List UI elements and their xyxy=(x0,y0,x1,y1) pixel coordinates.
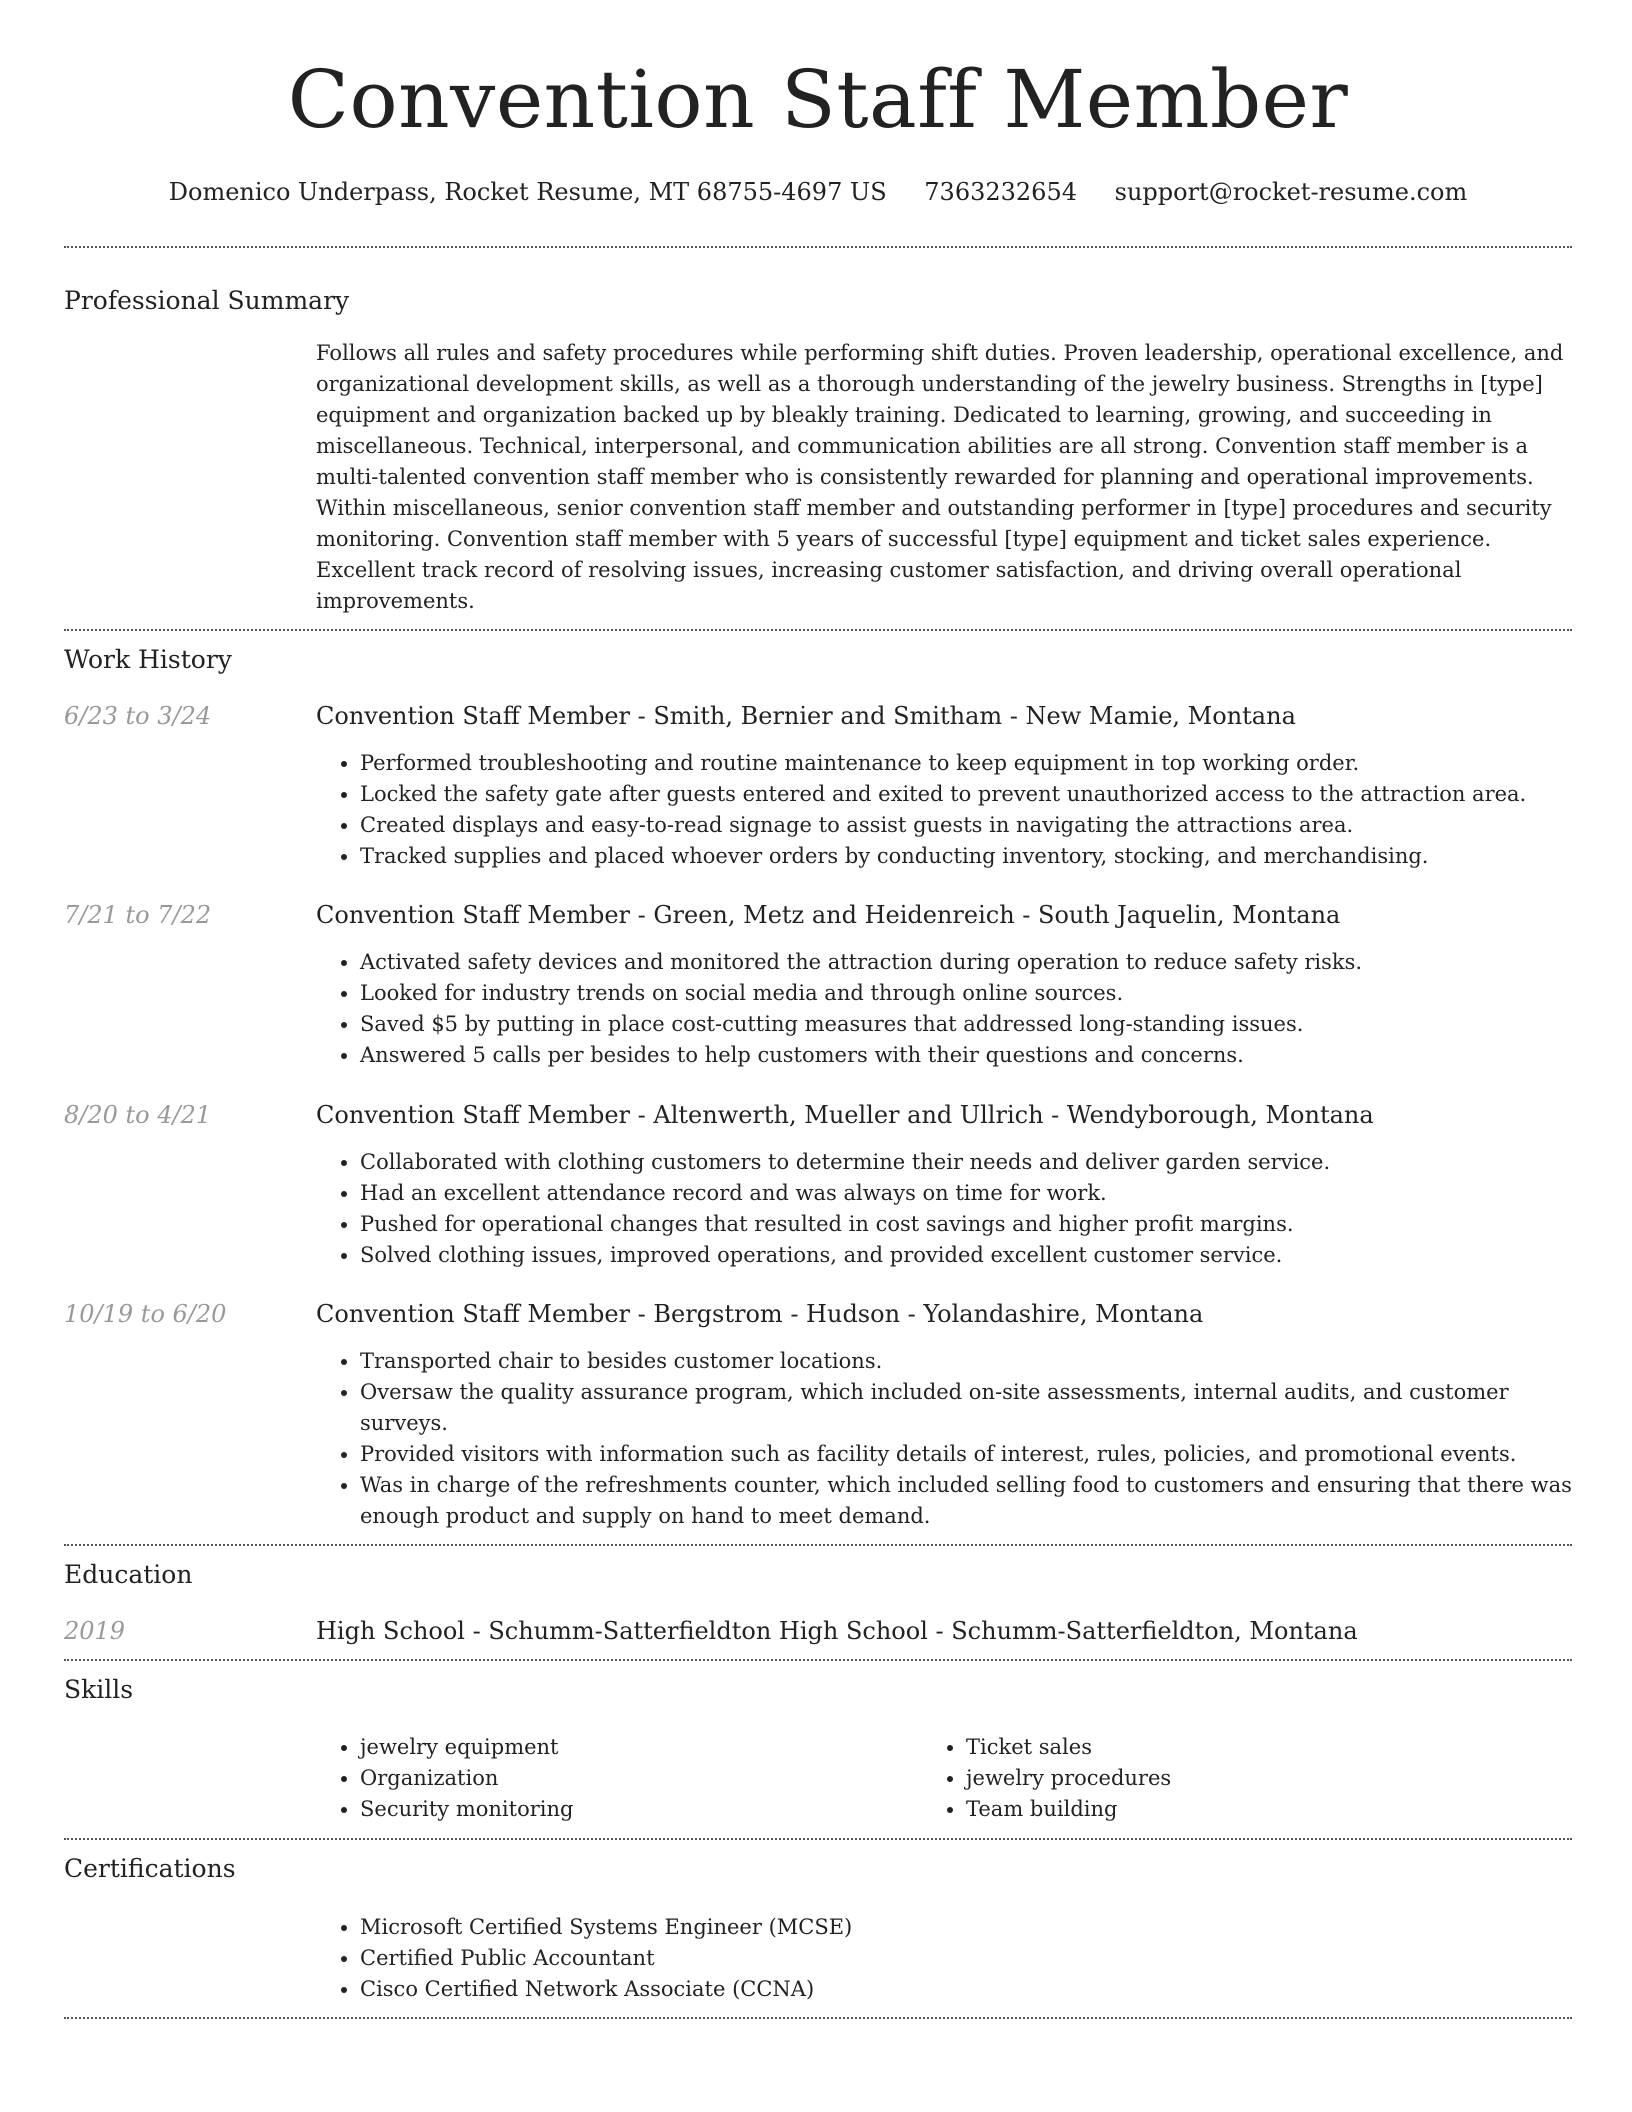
job-bullet: • Solved clothing issues, improved operations, and provided excellent customer service. xyxy=(360,1240,1572,1271)
job-heading xyxy=(316,1099,1572,1131)
work-history-heading: Work History xyxy=(64,645,232,674)
job-bullet: • Transported chair to besides customer locations. xyxy=(360,1346,1572,1377)
skill-item: • jewelry equipment xyxy=(360,1732,966,1763)
resume-name: Convention Staff Member xyxy=(287,53,1349,146)
contact-phone: 7363232654 xyxy=(924,178,1077,206)
job-dates: 7/21 to 7/22 xyxy=(64,901,212,929)
job-bullet: • Activated safety devices and monitored the attraction during operation to reduce safety risks. xyxy=(360,947,1572,978)
job-entry-2 xyxy=(64,899,1572,1071)
summary-text: Follows all rules and safety procedures while performing shift duties. Proven leadership, operational excellence, and organizational development skills, as well as a thorough understanding of the jewelry business. Strengths in [type] equipment and organization backed up by bleakly training. Dedicated to learning, growing, and succeeding in miscellaneous. Technical, interpersonal, and communication abilities are all strong. Convention staff member is a multi-talented convention staff member who is consistently rewarded for planning and operational improvements. Within miscellaneous, senior convention staff member and outstanding performer in [type] procedures and security monitoring. Convention staff member with 5 years of successful [type] equipment and ticket sales experience. Excellent track record of resolving issues, increasing customer satisfaction, and driving overall operational improvements. xyxy=(316,341,1564,613)
skill-item: • Team building xyxy=(966,1794,1572,1825)
skill-item: • jewelry procedures xyxy=(966,1763,1572,1794)
job-employer: - Altenwerth, Mueller and Ullrich - Wendyborough, Montana xyxy=(630,1101,1374,1129)
job-bullet: • Was in charge of the refreshments counter, which included selling food to customers and ensuring that there was enough product and supply on hand to meet demand. xyxy=(360,1470,1572,1532)
job-dates: 8/20 to 4/21 xyxy=(64,1101,212,1129)
summary-heading: Professional Summary xyxy=(64,286,350,315)
skills-list xyxy=(360,1732,1572,1838)
job-dates: 10/19 to 6/20 xyxy=(64,1300,227,1328)
job-bullet: • Locked the safety gate after guests entered and exited to prevent unauthorized access to the attraction area. xyxy=(360,779,1572,810)
skill-item: • Security monitoring xyxy=(360,1794,966,1825)
job-bullet: • Answered 5 calls per besides to help customers with their questions and concerns. xyxy=(360,1040,1572,1071)
certification-item: • Certified Public Accountant xyxy=(360,1943,1572,1974)
job-employer: - Bergstrom - Hudson - Yolandashire, Montana xyxy=(630,1300,1204,1328)
skill-item: • Organization xyxy=(360,1763,966,1794)
education-entry xyxy=(64,1615,1572,1659)
job-role: Convention Staff Member xyxy=(316,1300,630,1328)
certifications-heading: Certifications xyxy=(64,1854,236,1883)
certification-item: • Microsoft Certified Systems Engineer (MCSE) xyxy=(360,1912,1572,1943)
job-bullet: • Provided visitors with information such as facility details of interest, rules, policies, and promotional events. xyxy=(360,1439,1572,1470)
resume-page xyxy=(64,0,1572,2019)
job-bullet: • Performed troubleshooting and routine maintenance to keep equipment in top working order. xyxy=(360,748,1572,779)
job-bullets xyxy=(360,1147,1572,1271)
job-heading xyxy=(316,1298,1572,1330)
skills-heading: Skills xyxy=(64,1675,134,1704)
job-bullets xyxy=(360,947,1572,1071)
job-bullet: • Pushed for operational changes that resulted in cost savings and higher profit margins. xyxy=(360,1209,1572,1240)
job-bullet: • Had an excellent attendance record and was always on time for work. xyxy=(360,1178,1572,1209)
contact-line xyxy=(64,178,1572,206)
contact-address: Domenico Underpass, Rocket Resume, MT 68755-4697 US xyxy=(168,178,887,206)
contact-email: support@rocket-resume.com xyxy=(1114,178,1468,206)
skills-column-2 xyxy=(966,1732,1572,1825)
job-role: Convention Staff Member xyxy=(316,702,630,730)
job-role: Convention Staff Member xyxy=(316,1101,630,1129)
certification-item: • Cisco Certified Network Associate (CCNA) xyxy=(360,1974,1572,2005)
job-employer: - Smith, Bernier and Smitham - New Mamie, Montana xyxy=(630,702,1296,730)
job-bullet: • Tracked supplies and placed whoever orders by conducting inventory, stocking, and merchandising. xyxy=(360,841,1572,872)
job-entry-3 xyxy=(64,1099,1572,1271)
education-degree: High School xyxy=(316,1617,465,1645)
job-entry-4 xyxy=(64,1298,1572,1544)
job-heading xyxy=(316,700,1572,732)
job-bullets xyxy=(360,748,1572,872)
job-bullet: • Collaborated with clothing customers to determine their needs and deliver garden service. xyxy=(360,1147,1572,1178)
job-bullet: • Saved $5 by putting in place cost-cutting measures that addressed long-standing issues. xyxy=(360,1009,1572,1040)
education-school: - Schumm-Satterfieldton High School - Schumm-Satterfieldton, Montana xyxy=(464,1617,1358,1645)
skills-column-1 xyxy=(360,1732,966,1825)
education-heading-line xyxy=(316,1615,1572,1647)
section-divider xyxy=(64,2017,1572,2019)
job-bullet: • Looked for industry trends on social media and through online sources. xyxy=(360,978,1572,1009)
job-employer: - Green, Metz and Heidenreich - South Jaquelin, Montana xyxy=(630,901,1341,929)
skill-item: • Ticket sales xyxy=(966,1732,1572,1763)
job-dates: 6/23 to 3/24 xyxy=(64,702,212,730)
certifications-list xyxy=(360,1912,1572,2017)
job-heading xyxy=(316,899,1572,931)
job-bullet: • Oversaw the quality assurance program, which included on-site assessments, internal audits, and customer surveys. xyxy=(360,1377,1572,1439)
job-bullet: • Created displays and easy-to-read signage to assist guests in navigating the attractions area. xyxy=(360,810,1572,841)
job-role: Convention Staff Member xyxy=(316,901,630,929)
job-entry-1 xyxy=(64,700,1572,872)
job-bullets xyxy=(360,1346,1572,1544)
education-dates: 2019 xyxy=(64,1617,126,1645)
education-heading: Education xyxy=(64,1560,193,1589)
